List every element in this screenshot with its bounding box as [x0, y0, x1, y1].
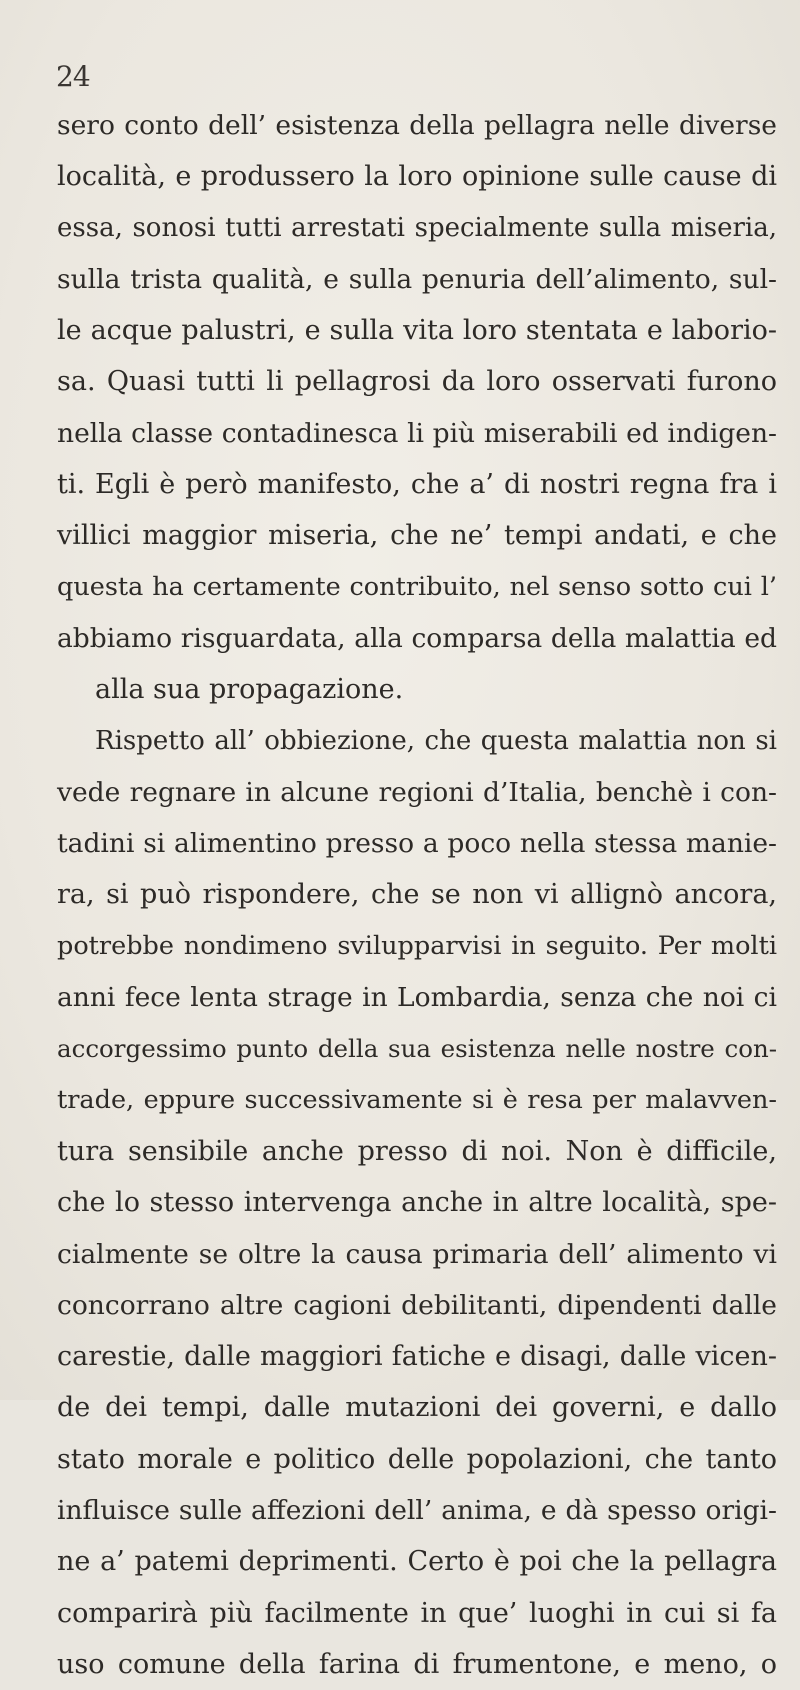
text-line: stato morale e politico delle popolazioni, che tanto: [57, 1443, 777, 1475]
text-line: tadini si alimentino presso a poco nella stessa manie-: [57, 828, 777, 860]
text-line: sero conto dell’ esistenza della pellagra nelle diverse: [57, 110, 777, 141]
text-line: potrebbe nondimeno svilupparvisi in seguito. Per molti: [57, 930, 777, 961]
text-line: carestie, dalle maggiori fatiche e disagi, dalle vicen-: [57, 1341, 777, 1373]
text-line: ra, si può rispondere, che se non vi allignò ancora,: [57, 879, 777, 911]
text-line: ti. Egli è però manifesto, che a’ di nostri regna fra i: [57, 469, 777, 501]
text-line: che lo stesso intervenga anche in altre località, spe-: [57, 1187, 777, 1219]
page-number: 24: [56, 60, 90, 93]
text-line: località, e produssero la loro opinione sulle cause di: [57, 161, 777, 193]
text-line: alla sua propagazione.: [95, 674, 404, 706]
text-line: sulla trista qualità, e sulla penuria dell’alimento, sul-: [57, 263, 777, 295]
text-line: uso comune della farina di frumentone, e meno, o: [57, 1648, 777, 1680]
text-line: Rispetto all’ obbiezione, che questa malattia non si: [95, 725, 777, 756]
text-line: questa ha certamente contribuito, nel senso sotto cui l’: [57, 571, 777, 602]
text-line: abbiamo risguardata, alla comparsa della malattia ed: [57, 622, 777, 654]
text-line: cialmente se oltre la causa primaria dell’ alimento vi: [57, 1238, 777, 1270]
text-line: trade, eppure successivamente si è resa per malavven-: [57, 1084, 777, 1115]
text-line: villici maggior miseria, che ne’ tempi andati, e che: [57, 520, 777, 552]
text-line: de dei tempi, dalle mutazioni dei governi, e dallo: [57, 1392, 777, 1424]
text-line: concorrano altre cagioni debilitanti, dipendenti dalle: [57, 1289, 777, 1321]
text-line: comparirà più facilmente in que’ luoghi in cui si fa: [57, 1597, 777, 1629]
text-line: sa. Quasi tutti li pellagrosi da loro osservati furono: [57, 366, 777, 398]
text-line: le acque palustri, e sulla vita loro stentata e laborio-: [57, 315, 777, 347]
text-line: essa, sonosi tutti arrestati specialmente sulla miseria,: [57, 212, 777, 243]
text-line: nella classe contadinesca li più miserabili ed indigen-: [57, 417, 777, 449]
text-line: accorgessimo punto della sua esistenza nelle nostre con-: [57, 1034, 777, 1064]
text-line: ne a’ patemi deprimenti. Certo è poi che la pellagra: [57, 1546, 777, 1578]
text-line: tura sensibile anche presso di noi. Non è difficile,: [57, 1135, 777, 1167]
text-line: vede regnare in alcune regioni d’Italia, benchè i con-: [57, 776, 777, 808]
body-text: [57, 100, 777, 1690]
text-line: influisce sulle affezioni dell’ anima, e dà spesso origi-: [57, 1495, 777, 1527]
text-line: anni fece lenta strage in Lombardia, senza che noi ci: [57, 982, 777, 1014]
